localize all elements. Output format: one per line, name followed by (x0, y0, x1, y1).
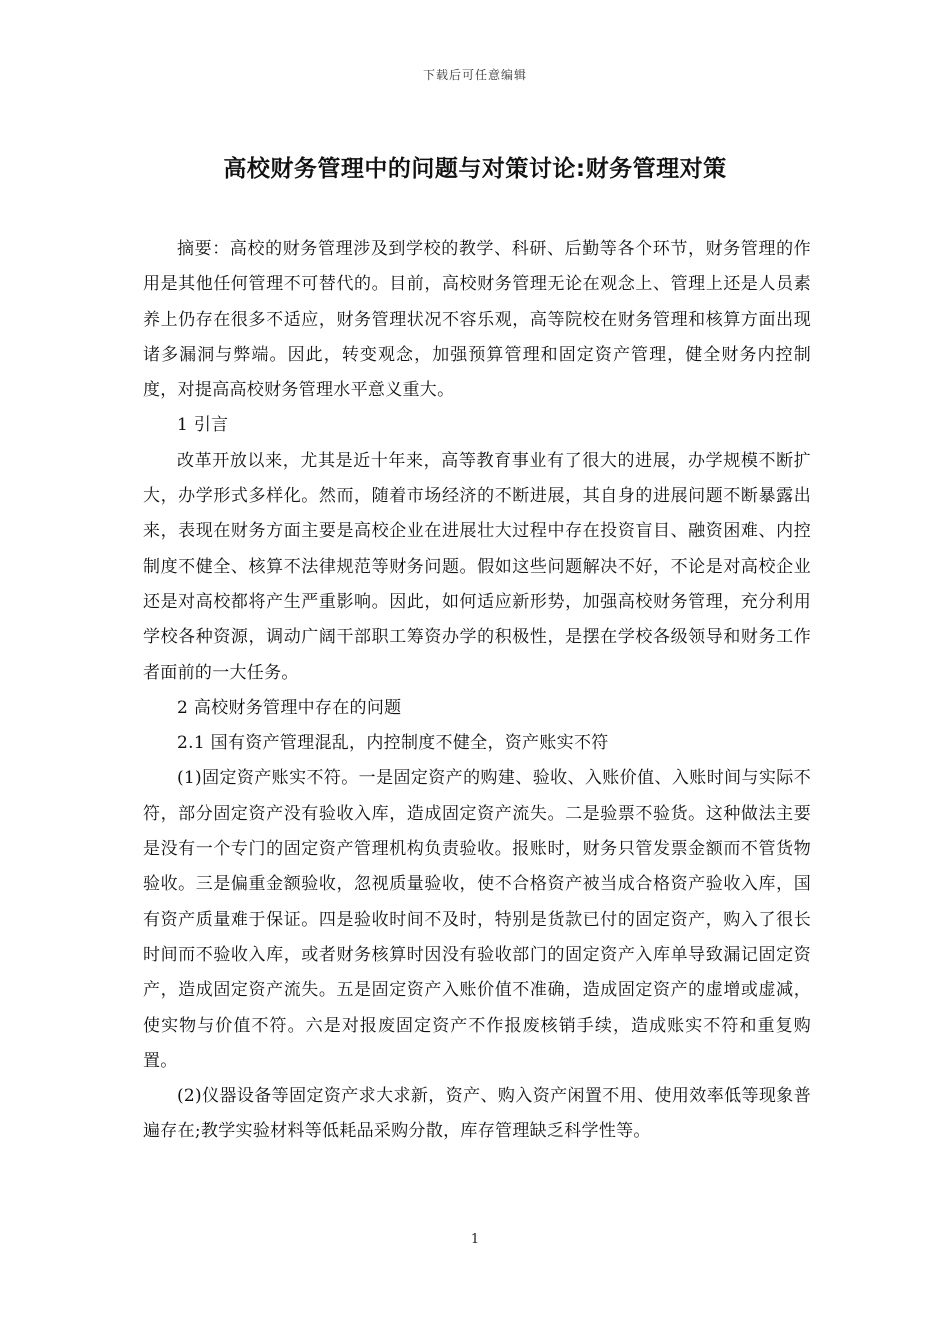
section-1-paragraph: 改革开放以来，尤其是近十年来，高等教育事业有了很大的进展，办学规模不断扩大，办学形式多样化。然而，随着市场经济的不断进展，其自身的进展问题不断暴露出来，表现在财务方面主要是高校企业在进展壮大过程中存在投资盲目、融资困难、内控制度不健全、核算不法律规范等财务问题。假如这些问题解决不好，不论是对高校企业还是对高校都将产生严重影响。因此，如何适应新形势，加强高校财务管理，充分利用学校各种资源，调动广阔干部职工筹资办学的积极性，是摆在学校各级领导和财务工作者面前的一大任务。 (143, 450, 811, 683)
section-2-1-heading: 2.1 国有资产管理混乱，内控制度不健全，资产账实不符 (177, 733, 609, 754)
document-body (143, 232, 811, 1150)
section-1-heading: 1 引言 (177, 415, 229, 436)
section-2-heading: 2 高校财务管理中存在的问题 (177, 697, 402, 718)
header-note: 下载后可任意编辑 (422, 68, 527, 82)
item-2-paragraph: (2)仪器设备等固定资产求大求新，资产、购入资产闲置不用、使用效率低等现象普遍存在;教学实验材料等低耗品采购分散，库存管理缺乏科学性等。 (143, 1086, 811, 1142)
page-number: 1 (470, 1232, 480, 1247)
item-1-paragraph: (1)固定资产账实不符。一是固定资产的购建、验收、入账价值、入账时间与实际不符，部分固定资产没有验收入库，造成固定资产流失。二是验票不验货。这种做法主要是没有一个专门的固定资产管理机构负责验收。报账时，财务只管发票金额而不管货物验收。三是偏重金额验收，忽视质量验收，使不合格资产被当成合格资产验收入库，国有资产质量难于保证。四是验收时间不及时，特别是货款已付的固定资产，购入了很长时间而不验收入库，或者财务核算时因没有验收部门的固定资产入库单导致漏记固定资产，造成固定资产流失。五是固定资产入账价值不准确，造成固定资产的虚增或虚减，使实物与价值不符。六是对报废固定资产不作报废核销手续，造成账实不符和重复购置。 (143, 768, 811, 1071)
abstract-paragraph: 摘要：高校的财务管理涉及到学校的教学、科研、后勤等各个环节，财务管理的作用是其他任何管理不可替代的。目前，高校财务管理无论在观念上、管理上还是人员素养上仍存在很多不适应，财务管理状况不容乐观，高等院校在财务管理和核算方面出现诸多漏洞与弊端。因此，转变观念，加强预算管理和固定资产管理，健全财务内控制度，对提高高校财务管理水平意义重大。 (143, 239, 811, 401)
document-title: 高校财务管理中的问题与对策讨论:财务管理对策 (223, 156, 727, 182)
